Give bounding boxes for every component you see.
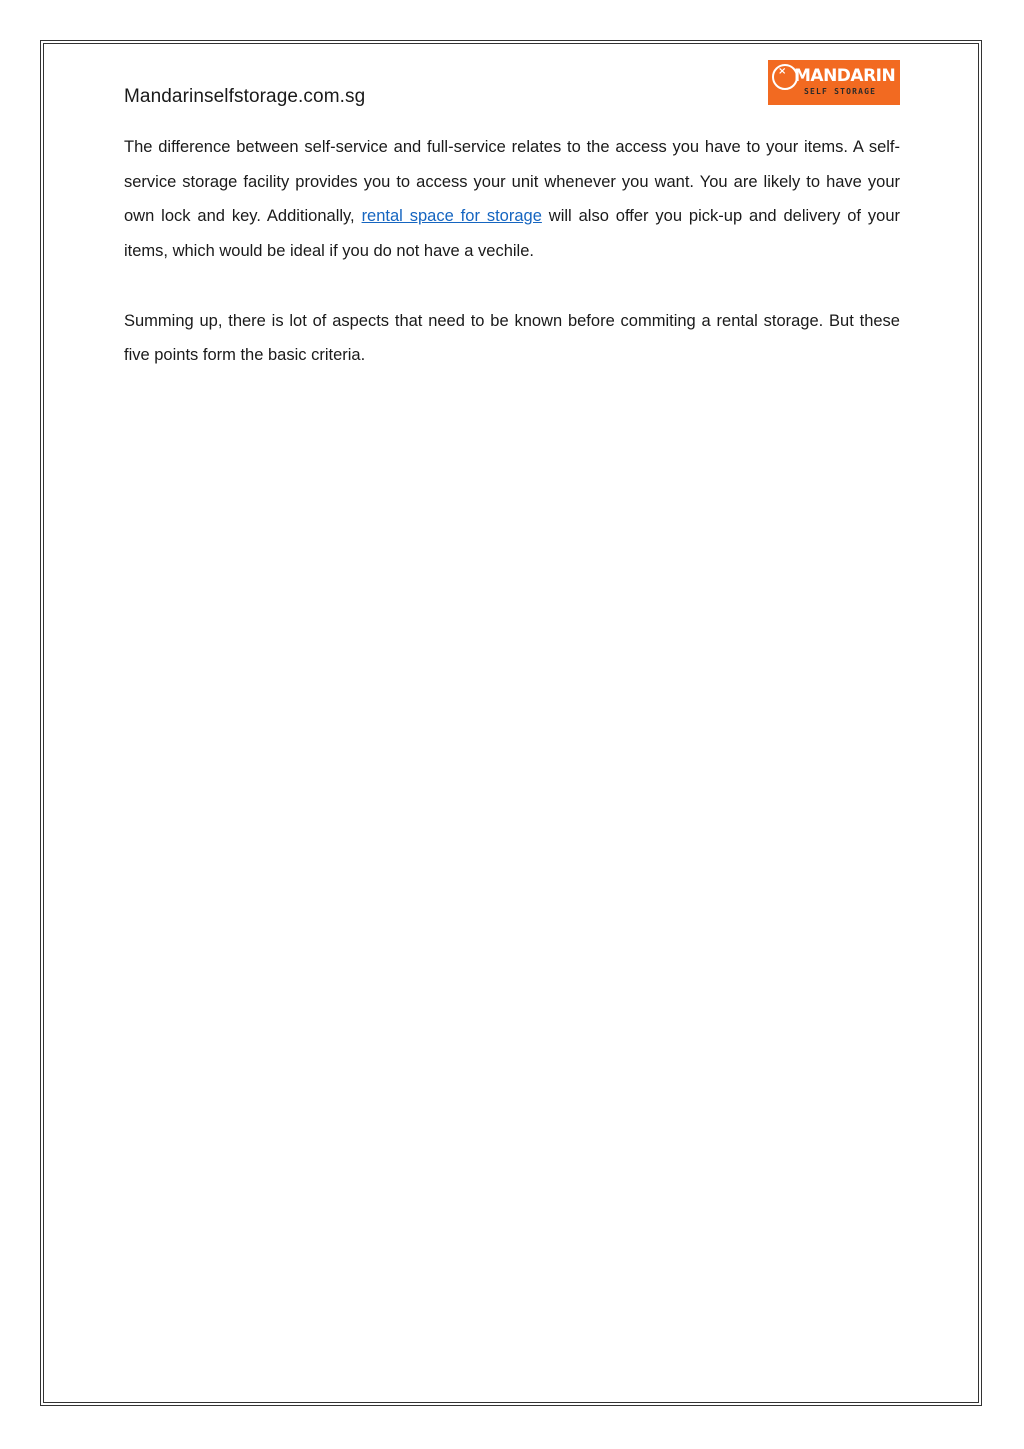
site-name: Mandarinselfstorage.com.sg — [124, 86, 366, 107]
logo-sub-text: SELF STORAGE — [804, 87, 877, 96]
logo-icon-mark: × — [778, 66, 787, 77]
paragraph-text-before-link: The difference between self-service and full-service relates to the access you have to your items. A self-service storage facility provides you to access your unit whenever you want. You are likely to have your own lock and key. Additionally, — [124, 138, 900, 226]
paragraph-self-service — [124, 130, 900, 269]
rental-space-link[interactable]: rental space for storage — [361, 207, 542, 226]
paragraph-summary: Summing up, there is lot of aspects that need to be known before commiting a rental storage. But these five points form the basic criteria. — [124, 311, 900, 365]
paragraph-text-after-link: will also offer you pick-up and delivery of your items, which would be ideal if you do not have a vechile. — [124, 207, 900, 261]
logo-main-text: MANDARIN — [794, 66, 896, 86]
document-body — [124, 130, 900, 373]
brand-logo — [768, 60, 900, 105]
